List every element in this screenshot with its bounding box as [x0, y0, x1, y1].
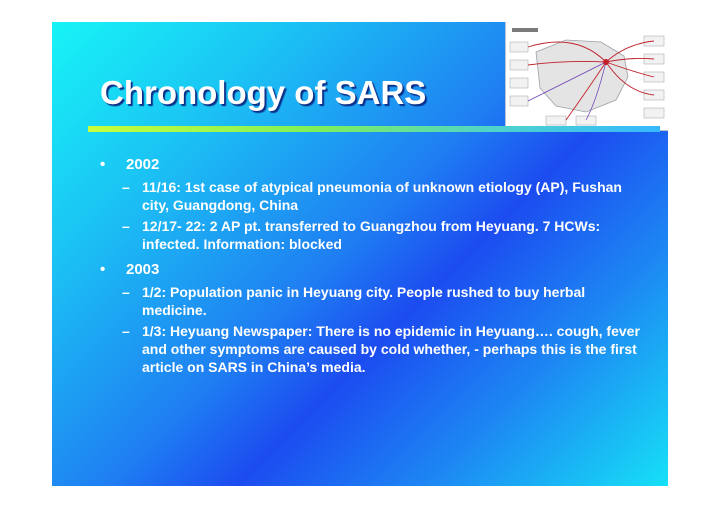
- slide: [52, 22, 668, 486]
- dash-icon: –: [122, 284, 130, 300]
- list-item-text: 11/16: 1st case of atypical pneumonia of unknown etiology (AP), Fushan city, Guangdong, China: [142, 179, 622, 213]
- slide-content: [100, 155, 648, 379]
- list-item: [100, 322, 648, 376]
- title-underline: [88, 126, 660, 132]
- dash-icon: –: [122, 179, 130, 195]
- year-heading: 2003: [126, 261, 160, 278]
- list-item-text: 1/3: Heyuang Newspaper: There is no epidemic in Heyuang…. cough, fever and other symptoms are caused by cold whether, - perhaps this is the first article on SARS in China’s media.: [142, 323, 640, 375]
- dash-icon: –: [122, 323, 130, 339]
- bullet-icon: •: [100, 261, 106, 278]
- dash-icon: –: [122, 218, 130, 234]
- bullet-heading-2002: [100, 155, 648, 174]
- list-item: [100, 217, 648, 253]
- bullet-icon: •: [100, 156, 106, 173]
- year-heading: 2002: [126, 156, 160, 173]
- list-item-text: 1/2: Population panic in Heyuang city. People rushed to buy herbal medicine.: [142, 284, 586, 318]
- list-item: [100, 178, 648, 214]
- list-item-text: 12/17- 22: 2 AP pt. transferred to Guangzhou from Heyuang. 7 HCWs: infected. Information: blocked: [142, 218, 601, 252]
- bullet-heading-2003: [100, 260, 648, 279]
- slide-title: Chronology of SARS: [100, 74, 427, 111]
- spread-map-image: [505, 22, 668, 131]
- list-item: [100, 283, 648, 319]
